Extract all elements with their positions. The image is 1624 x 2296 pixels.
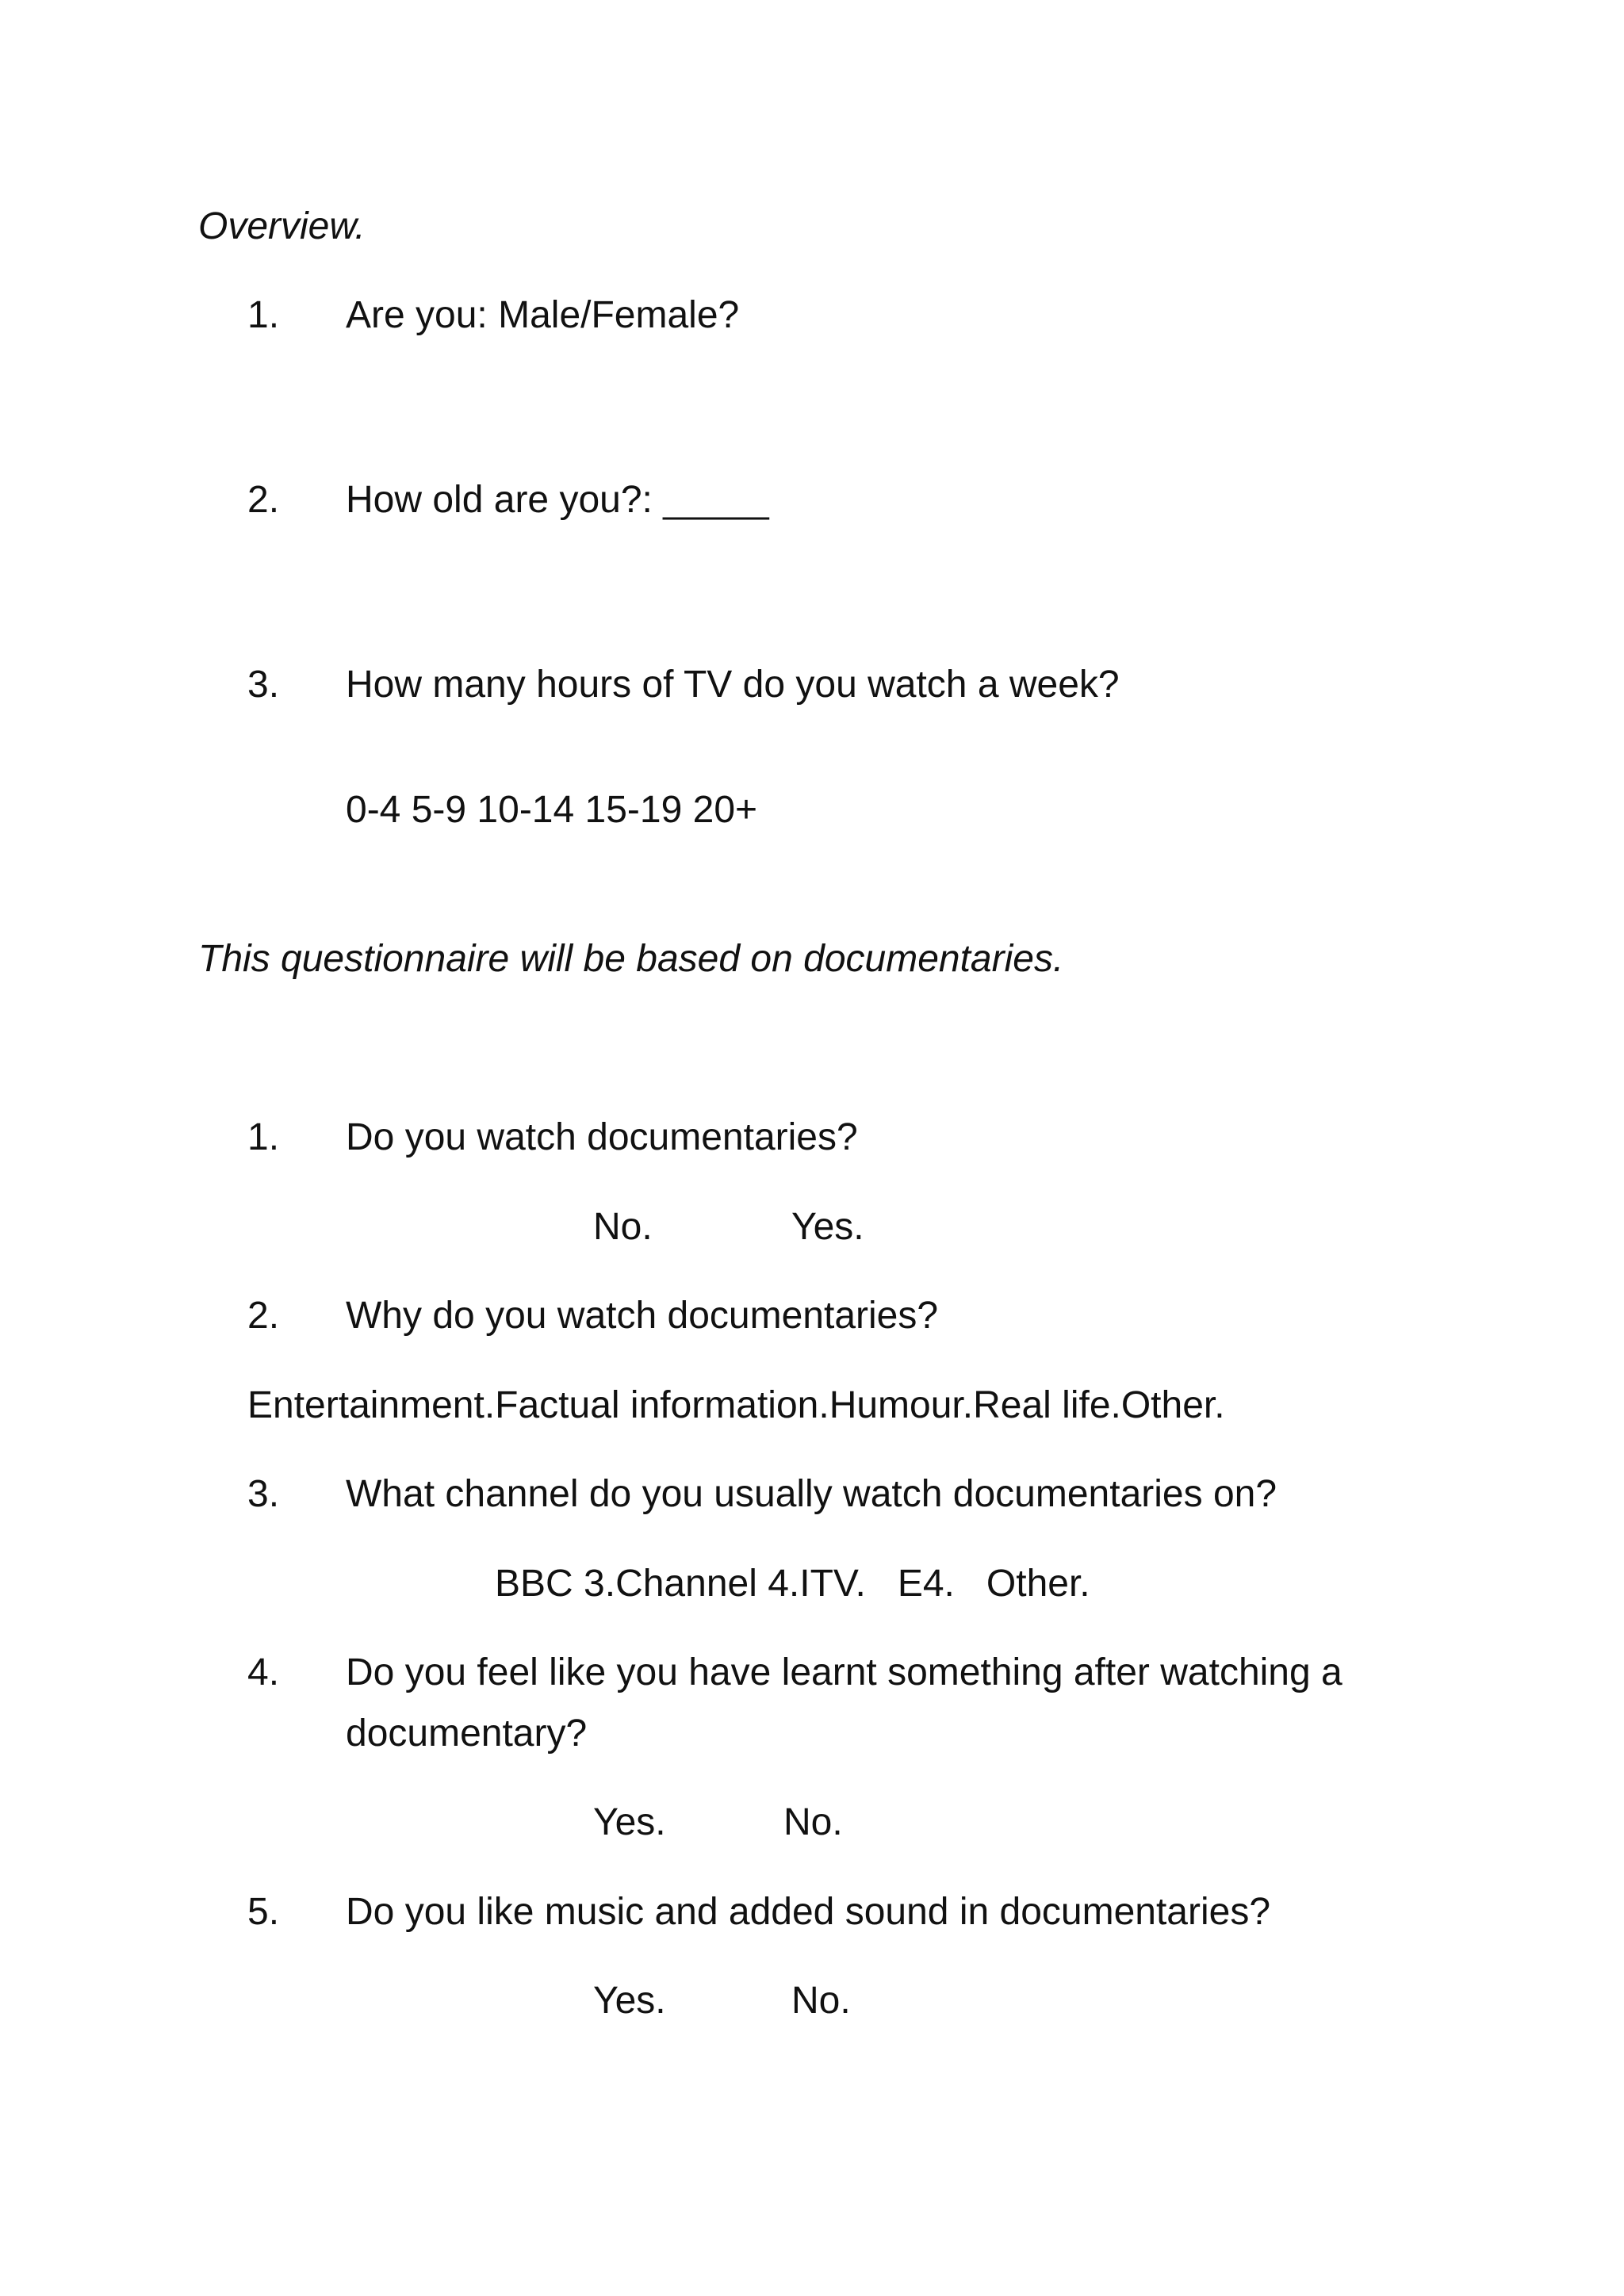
doc-q3-text: What channel do you usually watch documentaries on? [346,1473,1277,1515]
doc-q3-options: BBC 3.Channel 4.ITV. E4. Other. [495,1563,1090,1605]
doc-q1-option-yes: Yes. [791,1206,864,1248]
doc-q5-text: Do you like music and added sound in documentaries? [346,1891,1271,1933]
questionnaire-intro: This questionnaire will be based on documentaries. [198,938,1064,980]
doc-q5-number: 5. [247,1891,280,1933]
overview-q3-text: How many hours of TV do you watch a week? [346,664,1120,706]
doc-q4-option-no: No. [783,1801,843,1843]
doc-q4-text-line2: documentary? [346,1712,588,1755]
overview-q1-number: 1. [247,294,280,336]
overview-q1-text: Are you: Male/Female? [346,294,740,336]
hours-options: 0-4 5-9 10-14 15-19 20+ [346,789,758,831]
overview-heading: Overview. [198,205,366,247]
doc-q5-option-no: No. [791,1980,851,2022]
overview-q2-number: 2. [247,479,280,521]
doc-q4-number: 4. [247,1651,280,1693]
doc-q4-text-line1: Do you feel like you have learnt something after watching a [346,1651,1342,1693]
doc-q5-option-yes: Yes. [593,1980,666,2022]
doc-q3-number: 3. [247,1473,280,1515]
doc-q4-option-yes: Yes. [593,1801,666,1843]
doc-q2-options: Entertainment.Factual information.Humour.Real life.Other. [247,1384,1225,1426]
doc-q2-text: Why do you watch documentaries? [346,1295,939,1337]
overview-q2-text: How old are you?: _____ [346,479,769,521]
doc-q2-number: 2. [247,1295,280,1337]
doc-q1-number: 1. [247,1116,280,1158]
doc-q1-option-no: No. [593,1206,653,1248]
overview-q3-number: 3. [247,664,280,706]
doc-q1-text: Do you watch documentaries? [346,1116,858,1158]
